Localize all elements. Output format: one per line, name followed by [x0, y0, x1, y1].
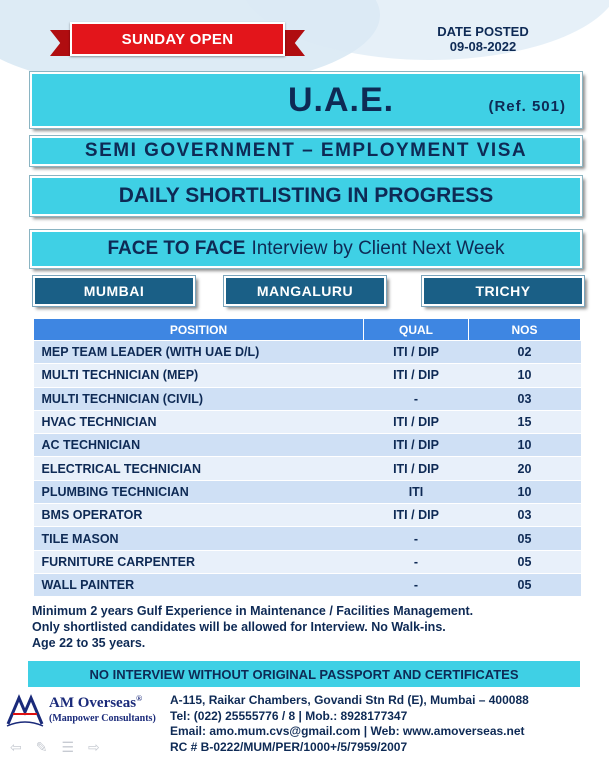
logo-name: AM Overseas® [49, 694, 143, 711]
table-header-row [34, 319, 581, 341]
table-row [34, 341, 581, 364]
am-logo-icon [5, 692, 45, 728]
qual-cell: - [364, 573, 469, 596]
registration-line: RC # B-0222/MUM/PER/1000+/5/7959/2007 [170, 739, 408, 754]
nos-cell: 10 [469, 364, 581, 387]
qual-cell: - [364, 550, 469, 573]
email-web-line: Email: amo.mum.cvs@gmail.com | Web: www.amoverseas.net [170, 724, 525, 738]
nos-cell: 02 [469, 341, 581, 364]
table-row [34, 434, 581, 457]
table-row [34, 550, 581, 573]
header-nos: NOS [469, 319, 581, 341]
slide-nav-icons [10, 739, 100, 756]
back-arrow-icon[interactable]: ⇦ [10, 739, 22, 755]
forward-arrow-icon[interactable]: ⇨ [88, 739, 100, 755]
position-cell: MULTI TECHNICIAN (CIVIL) [34, 387, 364, 410]
ribbon-label: SUNDAY OPEN [70, 22, 285, 56]
table-row [34, 573, 581, 596]
country-band [30, 72, 582, 128]
position-cell: AC TECHNICIAN [34, 434, 364, 457]
table-row [34, 364, 581, 387]
date-posted-label: DATE POSTED [437, 24, 529, 39]
city-trichy: TRICHY [422, 276, 584, 306]
note-line: Age 22 to 35 years. [32, 636, 146, 650]
sunday-open-ribbon [70, 22, 285, 56]
address-line: A-115, Raikar Chambers, Govandi Stn Rd (E), Mumbai – 400088 [170, 693, 529, 707]
nos-cell: 03 [469, 504, 581, 527]
qual-cell: ITI / DIP [364, 341, 469, 364]
table-row [34, 410, 581, 433]
position-cell: HVAC TECHNICIAN [34, 410, 364, 433]
reference-number: (Ref. 501) [488, 98, 566, 115]
nos-cell: 05 [469, 527, 581, 550]
nos-cell: 20 [469, 457, 581, 480]
logo-subtitle: (Manpower Consultants) [49, 713, 156, 724]
header-qual: QUAL [364, 319, 469, 341]
nos-cell: 05 [469, 550, 581, 573]
pen-icon[interactable]: ✎ [35, 739, 48, 755]
phone-line: Tel: (022) 25555776 / 8 | Mob.: 8928177347 [170, 708, 408, 723]
requirements-notes [32, 603, 592, 651]
note-line: Minimum 2 years Gulf Experience in Maintenance / Facilities Management. [32, 604, 474, 618]
nos-cell: 03 [469, 387, 581, 410]
position-cell: MULTI TECHNICIAN (MEP) [34, 364, 364, 387]
menu-icon[interactable]: ☰ [61, 739, 75, 755]
position-cell: BMS OPERATOR [34, 504, 364, 527]
qual-cell: ITI / DIP [364, 457, 469, 480]
company-logo [5, 690, 165, 730]
qual-cell: - [364, 527, 469, 550]
date-posted [418, 24, 548, 54]
date-posted-value: 09-08-2022 [449, 39, 517, 54]
table-row [34, 387, 581, 410]
interview-band [30, 230, 582, 268]
nos-cell: 10 [469, 434, 581, 457]
table-row [34, 457, 581, 480]
contact-details [170, 693, 529, 755]
interview-text: Interview by Client Next Week [251, 238, 505, 259]
table-row [34, 504, 581, 527]
qual-cell: ITI / DIP [364, 410, 469, 433]
qual-cell: ITI / DIP [364, 504, 469, 527]
table-row [34, 480, 581, 503]
qual-cell: - [364, 387, 469, 410]
city-mumbai: MUMBAI [33, 276, 195, 306]
qual-cell: ITI [364, 480, 469, 503]
position-cell: PLUMBING TECHNICIAN [34, 480, 364, 503]
nos-cell: 05 [469, 573, 581, 596]
nos-cell: 15 [469, 410, 581, 433]
city-mangaluru: MANGALURU [224, 276, 386, 306]
note-line: Only shortlisted candidates will be allowed for Interview. No Walk-ins. [32, 620, 446, 634]
position-cell: FURNITURE CARPENTER [34, 550, 364, 573]
nos-cell: 10 [469, 480, 581, 503]
no-interview-band: NO INTERVIEW WITHOUT ORIGINAL PASSPORT AND CERTIFICATES [28, 661, 580, 687]
positions-table [33, 318, 581, 597]
header-position: POSITION [34, 319, 364, 341]
visa-band: SEMI GOVERNMENT – EMPLOYMENT VISA [30, 136, 582, 166]
shortlisting-band: DAILY SHORTLISTING IN PROGRESS [30, 176, 582, 216]
qual-cell: ITI / DIP [364, 364, 469, 387]
qual-cell: ITI / DIP [364, 434, 469, 457]
interview-type: FACE TO FACE [107, 238, 246, 259]
position-cell: MEP TEAM LEADER (WITH UAE D/L) [34, 341, 364, 364]
position-cell: TILE MASON [34, 527, 364, 550]
country-title: U.A.E. [287, 80, 395, 119]
table-row [34, 527, 581, 550]
position-cell: WALL PAINTER [34, 573, 364, 596]
position-cell: ELECTRICAL TECHNICIAN [34, 457, 364, 480]
